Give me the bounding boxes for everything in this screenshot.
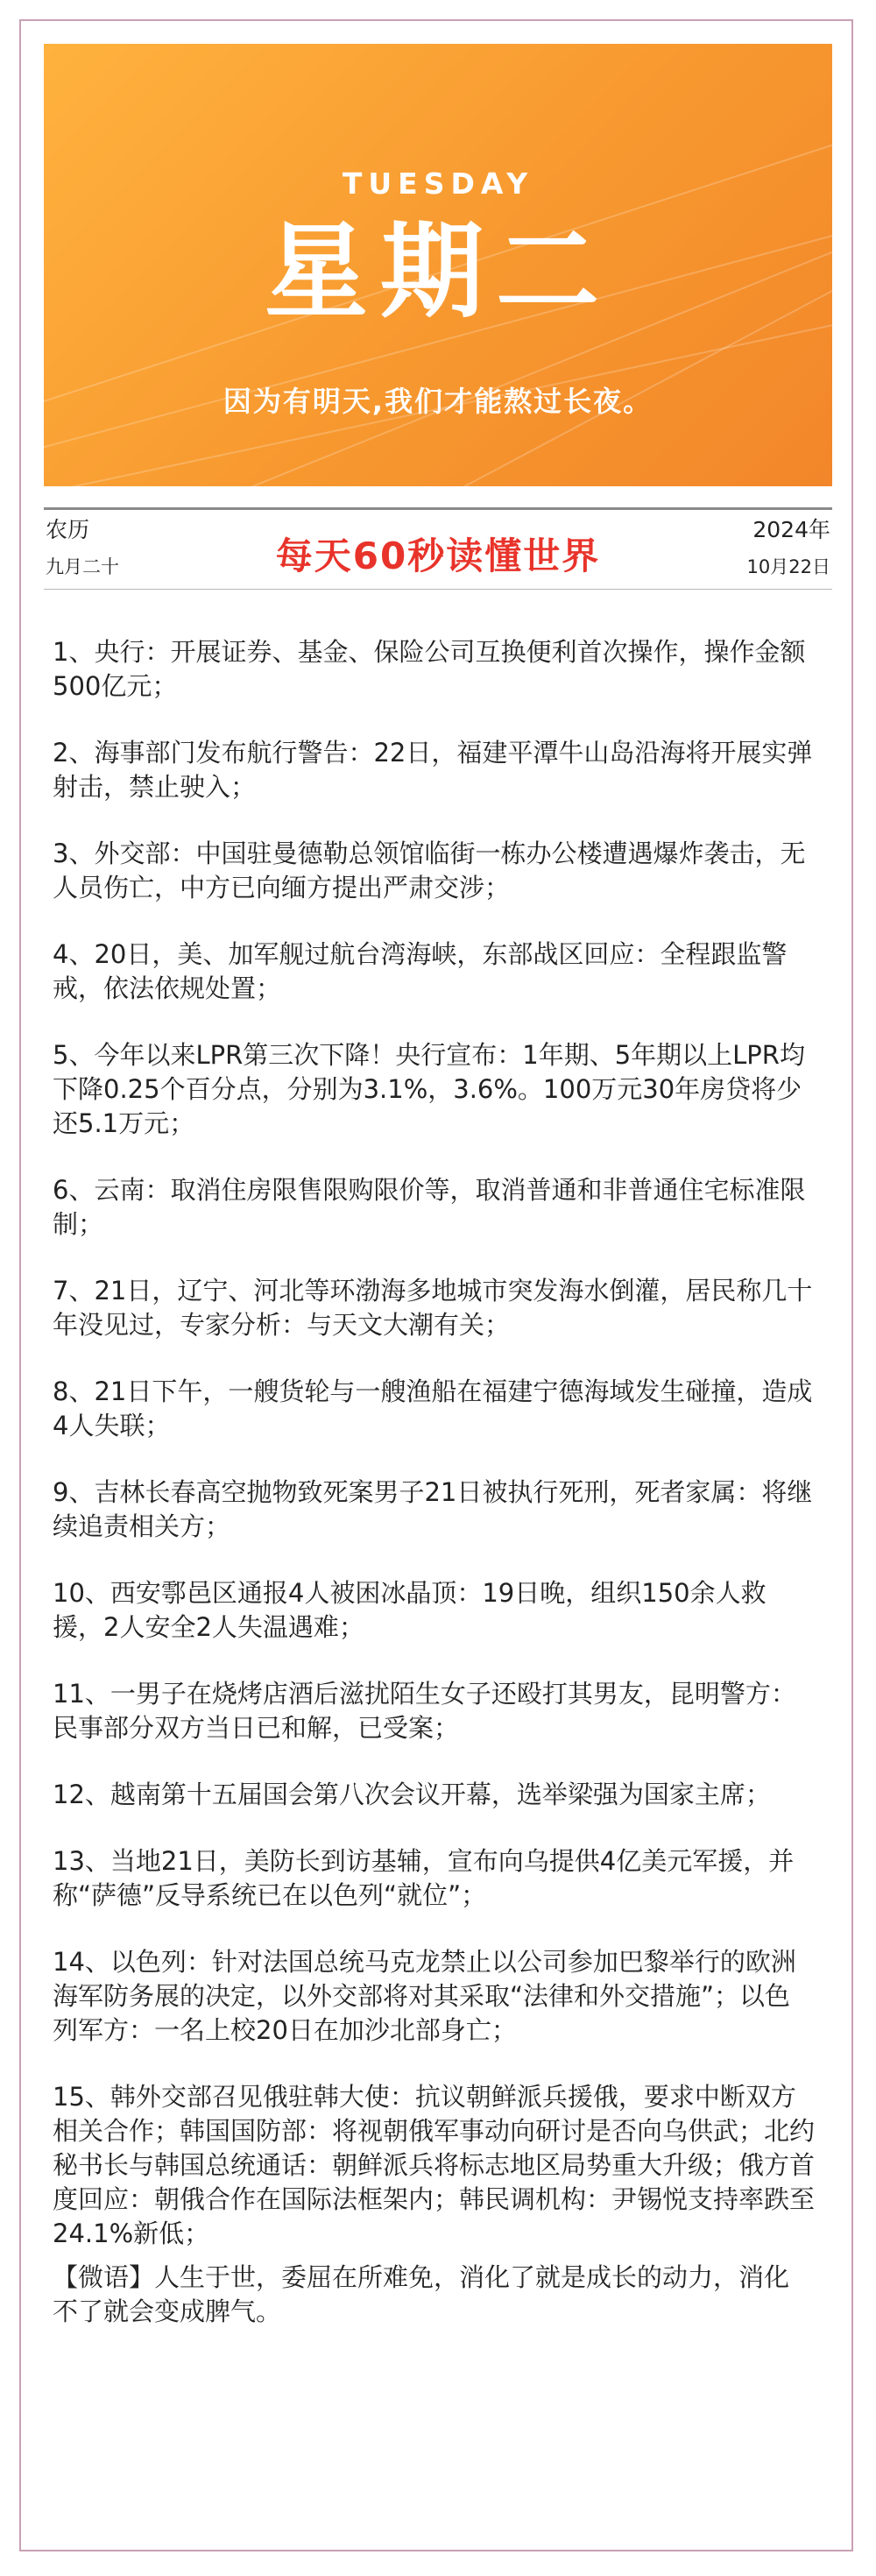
news-list xyxy=(53,635,815,2329)
lunar-label: 农历 xyxy=(46,517,90,542)
daily-quote xyxy=(53,2261,815,2329)
daily-quote-text: 人生于世，委屈在所难免，消化了就是成长的动力，消化不了就会变成脾气。 xyxy=(53,2262,790,2326)
page-title: 每天60秒读懂世界 xyxy=(275,534,601,577)
header-divider xyxy=(44,507,832,510)
banner-quote: 因为有明天,我们才能熬过长夜。 xyxy=(223,385,653,418)
day-banner xyxy=(44,44,832,486)
lunar-date: 九月二十 xyxy=(46,556,119,577)
news-item: 8、21日下午，一艘货轮与一艘渔船在福建宁德海域发生碰撞，造成4人失联； xyxy=(53,1376,813,1440)
weekday-chinese: 星期二 xyxy=(264,211,611,332)
news-item: 15、韩外交部召见俄驻韩大使：抗议朝鲜派兵援俄，要求中断双方相关合作；韩国国防部：将视朝俄军事动向研讨是否向乌供武；北约秘书长与韩国总统通话：朝鲜派兵将标志地区局势重大升级；俄方首度回应：朝俄合作在国际法框架内；韩民调机构：尹锡悦支持率跌至24.1%新低； xyxy=(53,2082,816,2248)
header-bottom-divider xyxy=(44,589,832,590)
daily-quote-label: 【微语】 xyxy=(53,2262,155,2292)
weekday-english: TUESDAY xyxy=(342,166,534,201)
news-item: 7、21日，辽宁、河北等环渤海多地城市突发海水倒灌，居民称几十年没见过，专家分析：与天文大潮有关； xyxy=(53,1276,813,1340)
date-label: 10月22日 xyxy=(746,556,830,577)
news-item: 10、西安鄠邑区通报4人被困冰晶顶：19日晚，组织150余人救援，2人安全2人失温遇难； xyxy=(53,1578,766,1642)
news-item: 11、一男子在烧烤店酒后滋扰陌生女子还殴打其男友，昆明警方：民事部分双方当日已和解，已受案； xyxy=(53,1679,796,1743)
year-label: 2024年 xyxy=(752,517,830,542)
news-item: 12、越南第十五届国会第八次会议开幕，选举梁强为国家主席； xyxy=(53,1780,771,1809)
news-item: 4、20日，美、加军舰过航台湾海峡，东部战区回应：全程跟监警戒，依法依规处置； xyxy=(53,939,788,1003)
news-item: 3、外交部：中国驻曼德勒总领馆临街一栋办公楼遭遇爆炸袭击，无人员伤亡，中方已向缅方提出严肃交涉； xyxy=(53,839,806,902)
news-item: 5、今年以来LPR第三次下降！央行宣布：1年期、5年期以上LPR均下降0.25个百分点，分别为3.1%，3.6%。100万元30年房贷将少还5.1万元； xyxy=(53,1040,805,1138)
news-item: 13、当地21日，美防长到访基辅，宣布向乌提供4亿美元军援，并称“萨德”反导系统已在以色列“就位”； xyxy=(53,1846,795,1910)
news-item: 6、云南：取消住房限售限购限价等，取消普通和非普通住宅标准限制； xyxy=(53,1175,806,1239)
news-item: 9、吉林长春高空抛物致死案男子21日被执行死刑，死者家属：将继续追责相关方； xyxy=(53,1477,813,1541)
news-item: 1、央行：开展证券、基金、保险公司互换便利首次操作，操作金额500亿元； xyxy=(53,637,806,701)
news-item: 14、以色列：针对法国总统马克龙禁止以公司参加巴黎举行的欧洲海军防务展的决定，以外交部将对其采取“法律和外交措施”；以色列军方：一名上校20日在加沙北部身亡； xyxy=(53,1947,796,2045)
news-item: 2、海事部门发布航行警告：22日，福建平潭牛山岛沿海将开展实弹射击，禁止驶入； xyxy=(53,738,813,802)
